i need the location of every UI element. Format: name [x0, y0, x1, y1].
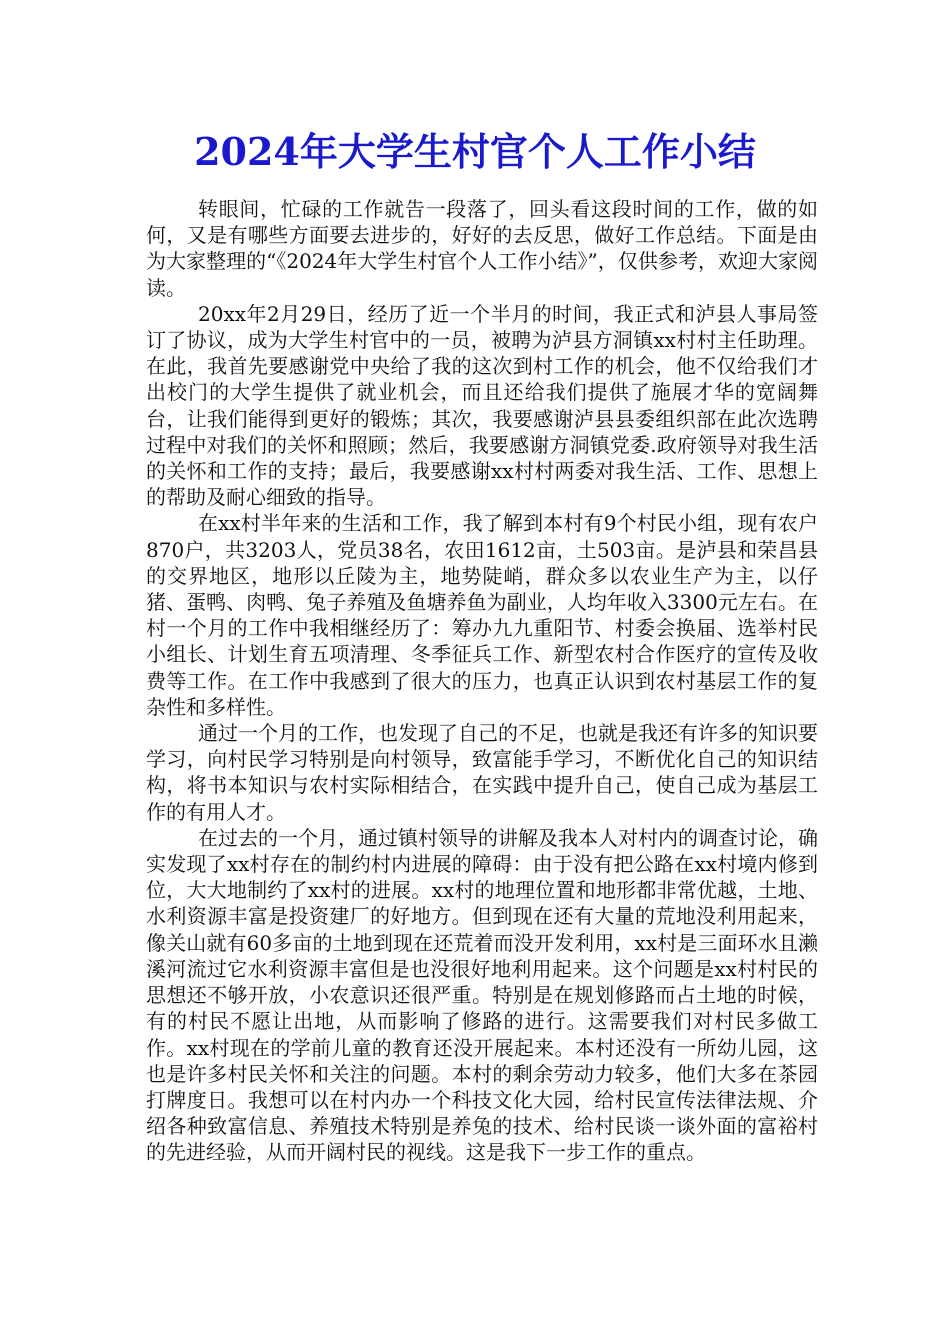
- document-body: [146, 196, 818, 1166]
- paragraph-development-obstacles: 在过去的一个月，通过镇村领导的讲解及我本人对村内的调查讨论，确实发现了xx村存在的制约村内进展的障碍：由于没有把公路在xx村境内修到位，大大地制约了xx村的进展。xx村的地理位置和地形都非常优越，土地、水利资源丰富是投资建厂的好地方。但到现在还有大量的荒地没利用起来，像关山就有60多亩的土地到现在还荒着而没开发利用，xx村是三面环水且濑溪河流过它水利资源丰富但是也没很好地利用起来。这个问题是xx村村民的思想还不够开放，小农意识还很严重。特别是在规划修路而占土地的时候，有的村民不愿让出地，从而影响了修路的进行。这需要我们对村民多做工作。xx村现在的学前儿童的教育还没开展起来。本村还没有一所幼儿园，这也是许多村民关怀和关注的问题。本村的剩余劳动力较多，他们大多在茶园打牌度日。我想可以在村内办一个科技文化大园，给村民宣传法律法规、介绍各种致富信息、养殖技术特别是养兔的技术、给村民谈一谈外面的富裕村的先进经验，从而开阔村民的视线。这是我下一步工作的重点。: [146, 825, 818, 1165]
- document-title: 2024年大学生村官个人工作小结: [194, 129, 756, 174]
- paragraph-appointment: 20xx年2月29日，经历了近一个半月的时间，我正式和泸县人事局签订了协议，成为大学生村官中的一员，被聘为泸县方洞镇xx村村主任助理。在此，我首先要感谢党中央给了我的这次到村工作的机会，他不仅给我们才出校门的大学生提供了就业机会，而且还给我们提供了施展才华的宽阔舞台，让我们能得到更好的锻炼；其次，我要感谢泸县县委组织部在此次选聘过程中对我们的关怀和照顾；然后，我要感谢方洞镇党委.政府领导对我生活的关怀和工作的支持；最后，我要感谢xx村村两委对我生活、工作、思想上的帮助及耐心细致的指导。: [146, 301, 818, 510]
- paragraph-self-reflection: 通过一个月的工作，也发现了自己的不足，也就是我还有许多的知识要学习，向村民学习特别是向村领导，致富能手学习，不断优化自己的知识结构，将书本知识与农村实际相结合，在实践中提升自己，使自己成为基层工作的有用人才。: [146, 721, 818, 824]
- paragraph-intro: 转眼间，忙碌的工作就告一段落了，回头看这段时间的工作，做的如何，又是有哪些方面要去进步的，好好的去反思，做好工作总结。下面是由为大家整理的“《2024年大学生村官个人工作小结》”，仅供参考，欢迎大家阅读。: [146, 197, 818, 300]
- paragraph-village-overview: 在xx村半年来的生活和工作，我了解到本村有9个村民小组，现有农户870户，共3203人，党员38名，农田1612亩，土503亩。是泸县和荣昌县的交界地区，地形以丘陵为主，地势陡峭，群众多以农业生产为主，以仔猪、蛋鸭、肉鸭、兔子养殖及鱼塘养鱼为副业，人均年收入3300元左右。在村一个月的工作中我相继经历了：筹办九九重阳节、村委会换届、选举村民小组长、计划生育五项清理、冬季征兵工作、新型农村合作医疗的宣传及收费等工作。在工作中我感到了很大的压力，也真正认识到农村基层工作的复杂性和多样性。: [146, 511, 818, 719]
